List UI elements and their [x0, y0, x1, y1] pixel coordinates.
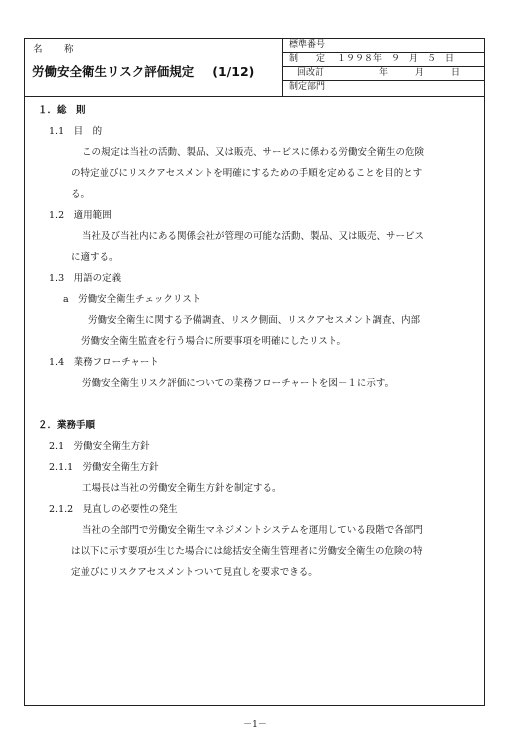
subsection-heading: 2.1.2 見直しの必要性の発生 — [49, 504, 178, 515]
enacted-row — [283, 53, 484, 67]
enacted-label: 制 定 — [289, 54, 326, 64]
body-text-line: 労働安全衛生リスク評価についての業務フローチャートを図－１に示す。 — [82, 378, 395, 389]
body-text-line: 工場長は当社の労働安全衛生方針を制定する。 — [82, 483, 282, 494]
title-block — [25, 39, 283, 96]
body-text-line: 当社の全部門で労働安全衛生マネジメントシステムを運用している段階で各部門 — [82, 525, 423, 536]
dept-label: 制定部門 — [289, 82, 326, 92]
body-text-line: 労働安全衛生監査を行う場合に所要事項を明確にしたリスト。 — [81, 336, 346, 347]
subsection-heading: 1.4 業務フローチャート — [49, 357, 159, 368]
page-number: －1－ — [243, 720, 267, 730]
subsection-heading: 2.1 労働安全衛生方針 — [49, 441, 150, 452]
body-text-line: 当社及び当社内にある関係会社が管理の可能な活動、製品、又は販売、サービス — [82, 231, 425, 242]
revised-date: 年 月 日 — [379, 68, 461, 78]
std-number-label: 標準番号 — [289, 40, 326, 50]
subsection-heading: a 労働安全衛生チェックリスト — [63, 294, 202, 305]
name-label: 名 称 — [33, 44, 80, 55]
subsection-heading: 1.3 用語の定義 — [49, 273, 122, 284]
subsection-heading: 2.1.1 労働安全衛生方針 — [49, 462, 159, 473]
section-heading: １．総 則 — [38, 105, 86, 116]
document-frame — [24, 38, 485, 706]
std-number-row — [283, 39, 484, 53]
body-text-line: 定並びにリスクアセスメントついて見直しを要求できる。 — [71, 567, 318, 578]
document-header — [25, 39, 484, 97]
enacted-date: １９９８年 ９ 月 ５ 日 — [337, 54, 455, 64]
document-title — [32, 62, 254, 80]
meta-block — [283, 39, 484, 96]
title-text: 労働安全衛生リスク評価規定 — [32, 64, 195, 79]
dept-row — [283, 81, 484, 94]
body-text-line: に適する。 — [71, 252, 119, 263]
page-indicator: (1/12) — [212, 64, 255, 79]
revised-label: 回改訂 — [297, 68, 325, 78]
subsection-heading: 1.2 適用範囲 — [49, 210, 112, 221]
section-heading: ２．業務手順 — [38, 420, 96, 431]
body-text-line: る。 — [71, 189, 91, 200]
body-text-line: は以下に示す要項が生じた場合には総括安全衛生管理者に労働安全衛生の危険の特 — [71, 546, 423, 557]
body-text-line: の特定並びにリスクアセスメントを明確にするための手順を定めることを目的とす — [71, 168, 423, 179]
body-text-line: 労働安全衛生に関する予備調査、リスク側面、リスクアセスメント調査、内部 — [88, 315, 421, 326]
body-text-line: この規定は当社の活動、製品、又は販売、サービスに係わる労働安全衛生の危険 — [82, 147, 425, 158]
subsection-heading: 1.1 目 的 — [49, 126, 103, 137]
revised-row — [283, 67, 484, 81]
